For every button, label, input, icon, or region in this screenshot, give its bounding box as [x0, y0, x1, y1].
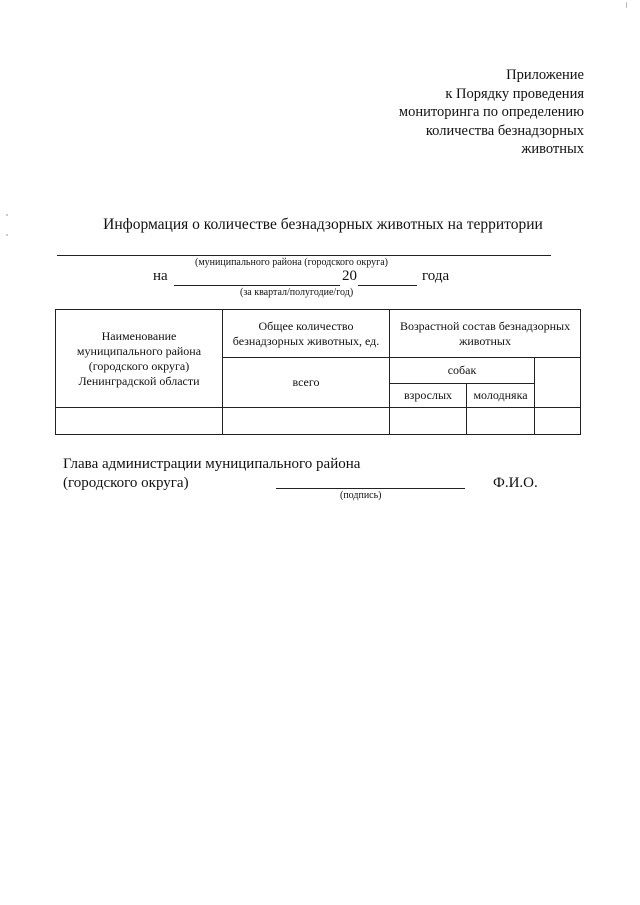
cell-total [223, 408, 390, 435]
table-row [56, 408, 581, 435]
header-age-text: Возрастной состав безнадзорных животных [399, 318, 571, 348]
document-title: Информация о количестве безнадзорных животных на территории [103, 216, 543, 233]
appendix-line: Приложение [506, 67, 584, 83]
header-adults-text: взрослых [403, 388, 453, 402]
header-district-name-text: Наименование муниципального района (городского округа) Ленинградской области [76, 328, 202, 388]
cell-district [56, 408, 223, 435]
appendix-line: мониторинга по определению [398, 104, 584, 120]
cell-blank [535, 408, 581, 435]
report-table [55, 309, 581, 435]
appendix-line: животных [521, 141, 584, 157]
signature-fio: Ф.И.О. [493, 475, 538, 491]
appendix-block [399, 66, 584, 159]
header-blank [535, 358, 581, 408]
period-prefix: на [153, 268, 168, 284]
header-dogs [390, 358, 535, 384]
signature-line2: (городского округа) [63, 475, 189, 491]
signature-line1: Глава администрации муниципального района [63, 456, 361, 472]
cell-adults [390, 408, 467, 435]
scan-speck [626, 2, 627, 8]
cell-young [467, 408, 535, 435]
signature-caption: (подпись) [340, 490, 382, 501]
header-dogs-text: собак [447, 363, 477, 377]
signature-fill-line [276, 488, 465, 489]
district-fill-line [57, 255, 551, 256]
header-total-text: Общее количество безнадзорных животных, ед. [232, 318, 380, 348]
header-total [223, 310, 390, 358]
header-young [467, 384, 535, 408]
period-fill-line [174, 285, 340, 286]
header-age-composition [390, 310, 581, 358]
header-total-all-text: всего [292, 375, 320, 389]
appendix-line: к Порядку проведения [445, 85, 584, 102]
appendix-line: количества безнадзорных [425, 122, 584, 139]
district-caption: (муниципального района (городского округа) [195, 257, 388, 268]
header-total-all [223, 358, 390, 408]
period-year-prefix: 20 [342, 268, 357, 284]
year-fill-line [358, 285, 417, 286]
period-caption: (за квартал/полугодие/год) [240, 287, 354, 298]
header-adults [390, 384, 467, 408]
scan-speck [6, 234, 8, 236]
header-district-name [56, 310, 223, 408]
period-suffix: года [422, 268, 450, 284]
header-young-text: молодняка [473, 388, 528, 402]
